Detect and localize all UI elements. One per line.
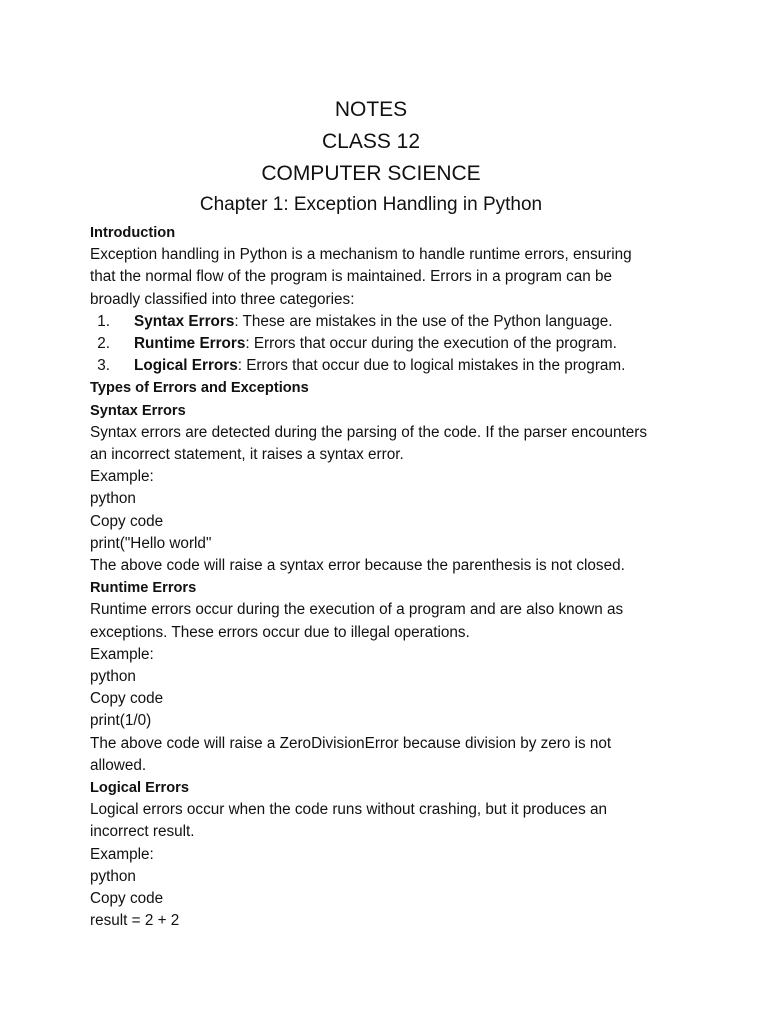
syntax-explanation: The above code will raise a syntax error because the parenthesis is not closed. <box>90 557 625 575</box>
runtime-code-line: print(1/0) <box>90 712 152 730</box>
logical-code-line: result = 2 + 2 <box>90 912 180 930</box>
error-categories-list <box>90 311 652 378</box>
list-number: 3. <box>97 357 110 375</box>
syntax-example-label: Example: <box>90 468 154 486</box>
list-number: 2. <box>97 335 110 353</box>
logical-errors-paragraph: Logical errors occur when the code runs without crashing, but it produces an incorrect result. <box>90 801 607 841</box>
logical-example-label: Example: <box>90 845 154 863</box>
runtime-explanation: The above code will raise a ZeroDivisionError because division by zero is not allowed. <box>90 734 612 774</box>
title-block <box>90 94 652 220</box>
list-term: Runtime Errors <box>134 335 246 353</box>
list-item <box>90 333 652 355</box>
runtime-example-label: Example: <box>90 645 154 663</box>
logical-copy-code: Copy code <box>90 890 164 908</box>
list-term: Logical Errors <box>134 357 238 375</box>
syntax-code-line: print("Hello world" <box>90 534 212 552</box>
syntax-copy-code: Copy code <box>90 512 164 530</box>
introduction-paragraph: Exception handling in Python is a mechanism to handle runtime errors, ensuring that the normal flow of the program is maintained. Errors in a program can be broadly classified into three categories: <box>90 246 632 308</box>
runtime-code-language: python <box>90 668 136 686</box>
runtime-errors-heading: Runtime Errors <box>90 580 197 597</box>
chapter-title: Chapter 1: Exception Handling in Python <box>199 194 543 215</box>
list-item-body <box>114 333 617 355</box>
list-description: : These are mistakes in the use of the Python language. <box>234 312 613 330</box>
logical-code-language: python <box>90 867 136 885</box>
syntax-errors-heading: Syntax Errors <box>90 402 186 419</box>
document-body <box>90 222 652 933</box>
list-item <box>90 311 652 333</box>
list-item-body <box>114 311 612 333</box>
list-item-body <box>114 355 625 377</box>
title-class: CLASS 12 <box>321 130 421 153</box>
syntax-errors-paragraph: Syntax errors are detected during the parsing of the code. If the parser encounters an incorrect statement, it raises a syntax error. <box>90 423 647 464</box>
logical-errors-heading: Logical Errors <box>90 780 189 797</box>
syntax-code-language: python <box>90 490 136 508</box>
list-description: : Errors that occur due to logical mistakes in the program. <box>237 357 626 375</box>
list-term: Syntax Errors <box>134 312 235 330</box>
title-notes: NOTES <box>334 98 408 121</box>
list-description: : Errors that occur during the execution of the program. <box>245 335 617 353</box>
title-subject: COMPUTER SCIENCE <box>261 162 481 185</box>
types-heading: Types of Errors and Exceptions <box>90 380 309 397</box>
list-item <box>90 355 652 377</box>
list-number: 1. <box>97 312 110 330</box>
runtime-copy-code: Copy code <box>90 690 164 708</box>
runtime-errors-paragraph: Runtime errors occur during the execution of a program and are also known as exceptions. These errors occur due to illegal operations. <box>90 601 624 641</box>
introduction-heading: Introduction <box>90 225 176 241</box>
